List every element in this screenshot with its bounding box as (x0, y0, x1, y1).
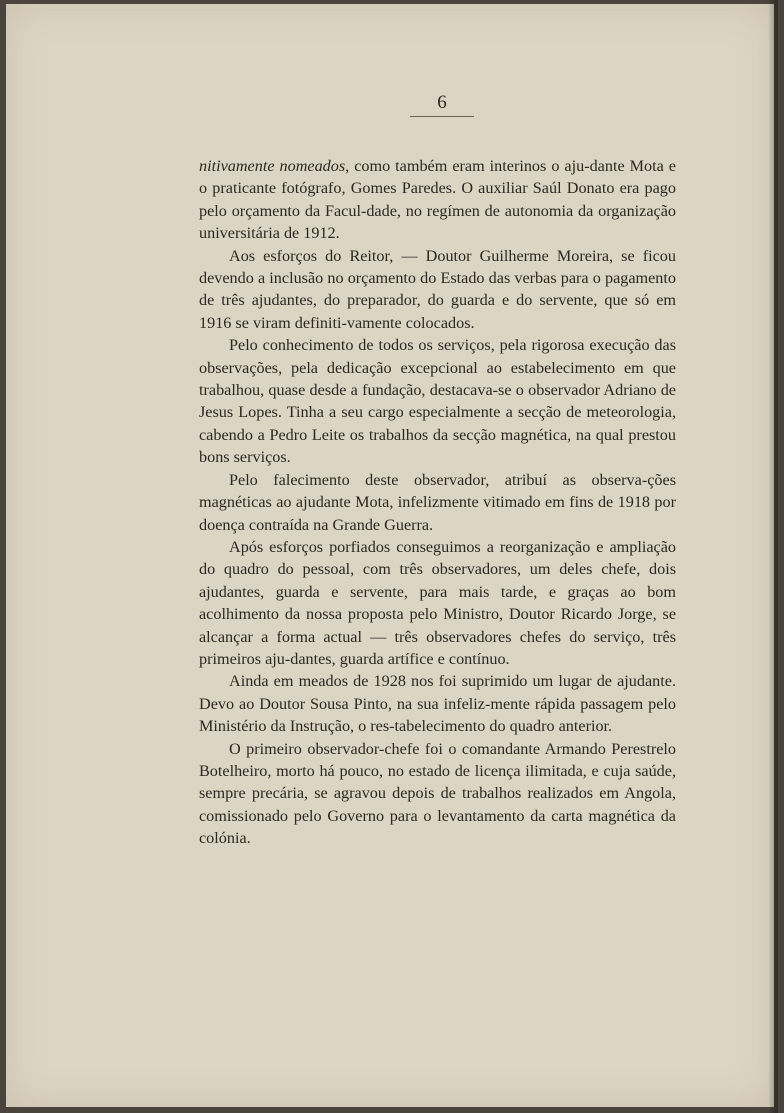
paragraph-3: Pelo conhecimento de todos os serviços, pela rigorosa execução das observações, pela dedicação excepcional ao estabelecimento em que trabalhou, quase desde a fundação, destacava-se o observador Adriano de Jesus Lopes. Tinha a seu cargo especialmente a secção de meteorologia, cabendo a Pedro Leite os trabalhos da secção magnética, na qual prestou bons serviços. (199, 336, 676, 467)
body-text (199, 155, 676, 850)
paragraph-7: O primeiro observador-chefe foi o comandante Armando Perestrelo Botelheiro, morto há pouco, no estado de licença ilimitada, e cuja saúde, sempre precária, se agravou depois de trabalhos realizados em Angola, comissionado pelo Governo para o levantamento da carta magnética da colónia. (199, 739, 676, 848)
italic-phrase: nitivamente nomeados, (199, 157, 350, 175)
paragraph-4: Pelo falecimento deste observador, atribuí as observa-ções magnéticas ao ajudante Mota, infelizmente vitimado em fins de 1918 por doença contraída na Grande Guerra. (199, 470, 676, 534)
paragraph-6: Ainda em meados de 1928 nos foi suprimido um lugar de ajudante. Devo ao Doutor Sousa Pinto, na sua infeliz-mente rápida passagem pelo Ministério da Instrução, o res-tabelecimento do quadro anterior. (199, 672, 676, 736)
paragraph-2: Aos esforços do Reitor, — Doutor Guilherme Moreira, se ficou devendo a inclusão no orçamento do Estado das verbas para o pagamento de três ajudantes, do preparador, do guarda e do servente, que só em 1916 se viram definiti-vamente colocados. (199, 246, 676, 332)
paragraph-5: Após esforços porfiados conseguimos a reorganização e ampliação do quadro do pessoal, com três observadores, um deles chefe, dois ajudantes, guarda e servente, para mais tarde, e graças ao bom acolhimento da nossa proposta pelo Ministro, Doutor Ricardo Jorge, se alcançar a forma actual — três observadores chefes do serviço, três primeiros aju-dantes, guarda artífice e contínuo. (199, 537, 676, 668)
document-page (6, 4, 774, 1107)
paragraph-1 (199, 155, 676, 245)
page-number-rule (410, 116, 474, 117)
page-number: 6 (437, 92, 447, 113)
page-edge-shadow (768, 0, 778, 1113)
paragraph-1-text: como também eram interinos o aju-dante Mota e o praticante fotógrafo, Gomes Paredes. O auxiliar Saúl Donato era pago pelo orçamento da Facul-dade, no regímen de autonomia da organização universitária de 1912. (199, 157, 676, 243)
